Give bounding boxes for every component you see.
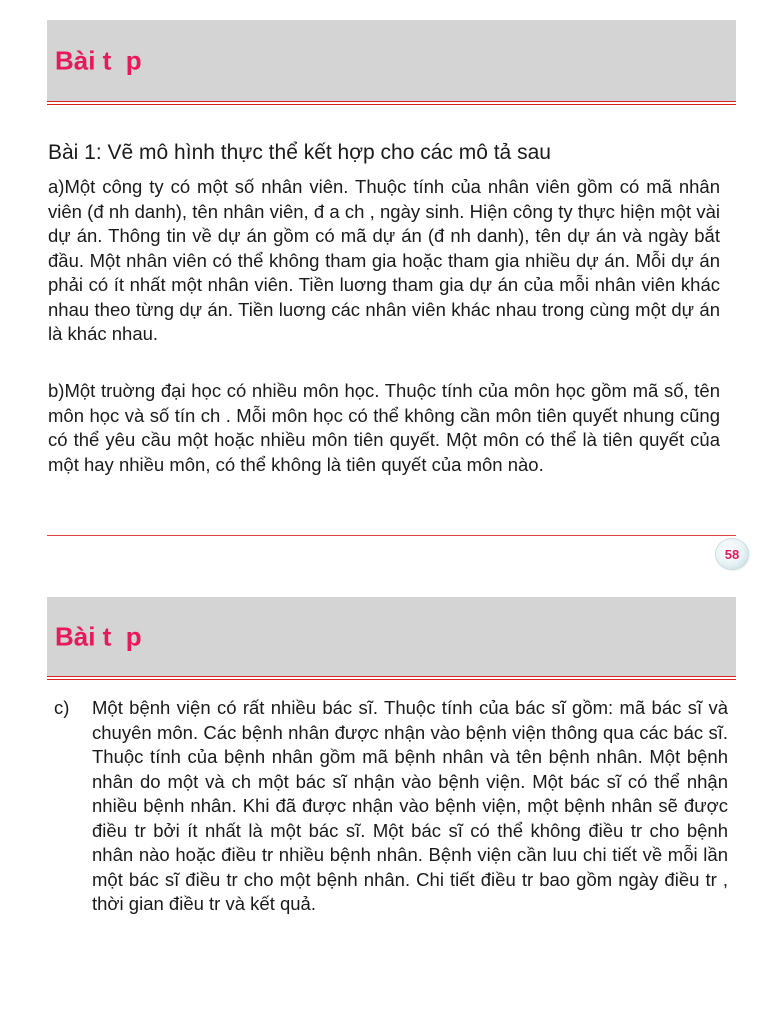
- item-b-text: Một truờng đại học có nhiều môn học. Thuộc tính của môn học gồm mã số, tên môn học và số tín ch . Mỗi môn học có thể không cần môn tiên quyết nhung cũng có thể yêu cầu một hoặc nhiều môn tiên quyết. Một môn có thể là tiên quyết của một hay nhiều môn, có thể không là tiên quyết của môn nào.: [48, 380, 720, 475]
- slide-title: Bài t p: [55, 621, 142, 652]
- item-a: [48, 175, 720, 347]
- title-bar: [47, 597, 736, 677]
- slide-title: Bài t p: [55, 45, 142, 76]
- item-b: [48, 379, 720, 477]
- page-number-badge: 58: [716, 539, 748, 569]
- exercise-heading: Bài 1: Vẽ mô hình thực thể kết hợp cho các mô tả sau: [48, 141, 551, 164]
- slide-2: [0, 580, 768, 1024]
- item-a-text: Một công ty có một số nhân viên. Thuộc tính của nhân viên gồm có mã nhân viên (đ nh danh), tên nhân viên, đ a ch , ngày sinh. Hiện công ty thực hiện một vài dự án. Thông tin về dự án gồm có mã dự án (đ nh danh), tên dự án và ngày bắt đầu. Một nhân viên có thể không tham gia hoặc tham gia nhiều dự án. Mỗi dự án phải có ít nhất một nhân viên. Tiền luơng tham gia dự án của mỗi nhân viên khác nhau theo từng dự án. Tiền luơng các nhân viên khác nhau trong cùng một dự án là khác nhau.: [48, 176, 720, 344]
- item-a-label: a): [48, 176, 65, 197]
- title-underline: [47, 101, 736, 105]
- item-b-label: b): [48, 380, 65, 401]
- title-underline: [47, 676, 736, 680]
- item-c-text: Một bệnh viện có rất nhiều bác sĩ. Thuộc tính của bác sĩ gồm: mã bác sĩ và chuyên môn. Các bệnh nhân được nhận vào bệnh viện thông qua các bác sĩ. Thuộc tính của bệnh nhân gồm mã bệnh nhân và tên bệnh nhân. Một bệnh nhân do một và ch một bác sĩ nhận vào bệnh viện. Một bác sĩ có thể nhận nhiều bệnh nhân. Khi đã được nhận vào bệnh viện, một bệnh nhân sẽ được điều tr bởi ít nhất là một bác sĩ. Một bác sĩ có thể không điều tr cho bệnh nhân nào hoặc điều tr nhiều bệnh nhân. Bệnh viện cần luu chi tiết về mỗi lần một bác sĩ điều tr cho một bệnh nhân. Chi tiết điều tr bao gồm ngày điều tr , thời gian điều tr và kết quả.: [92, 697, 728, 914]
- item-c-label: c): [54, 697, 70, 718]
- footer-divider: [47, 535, 736, 536]
- title-bar: [47, 20, 736, 102]
